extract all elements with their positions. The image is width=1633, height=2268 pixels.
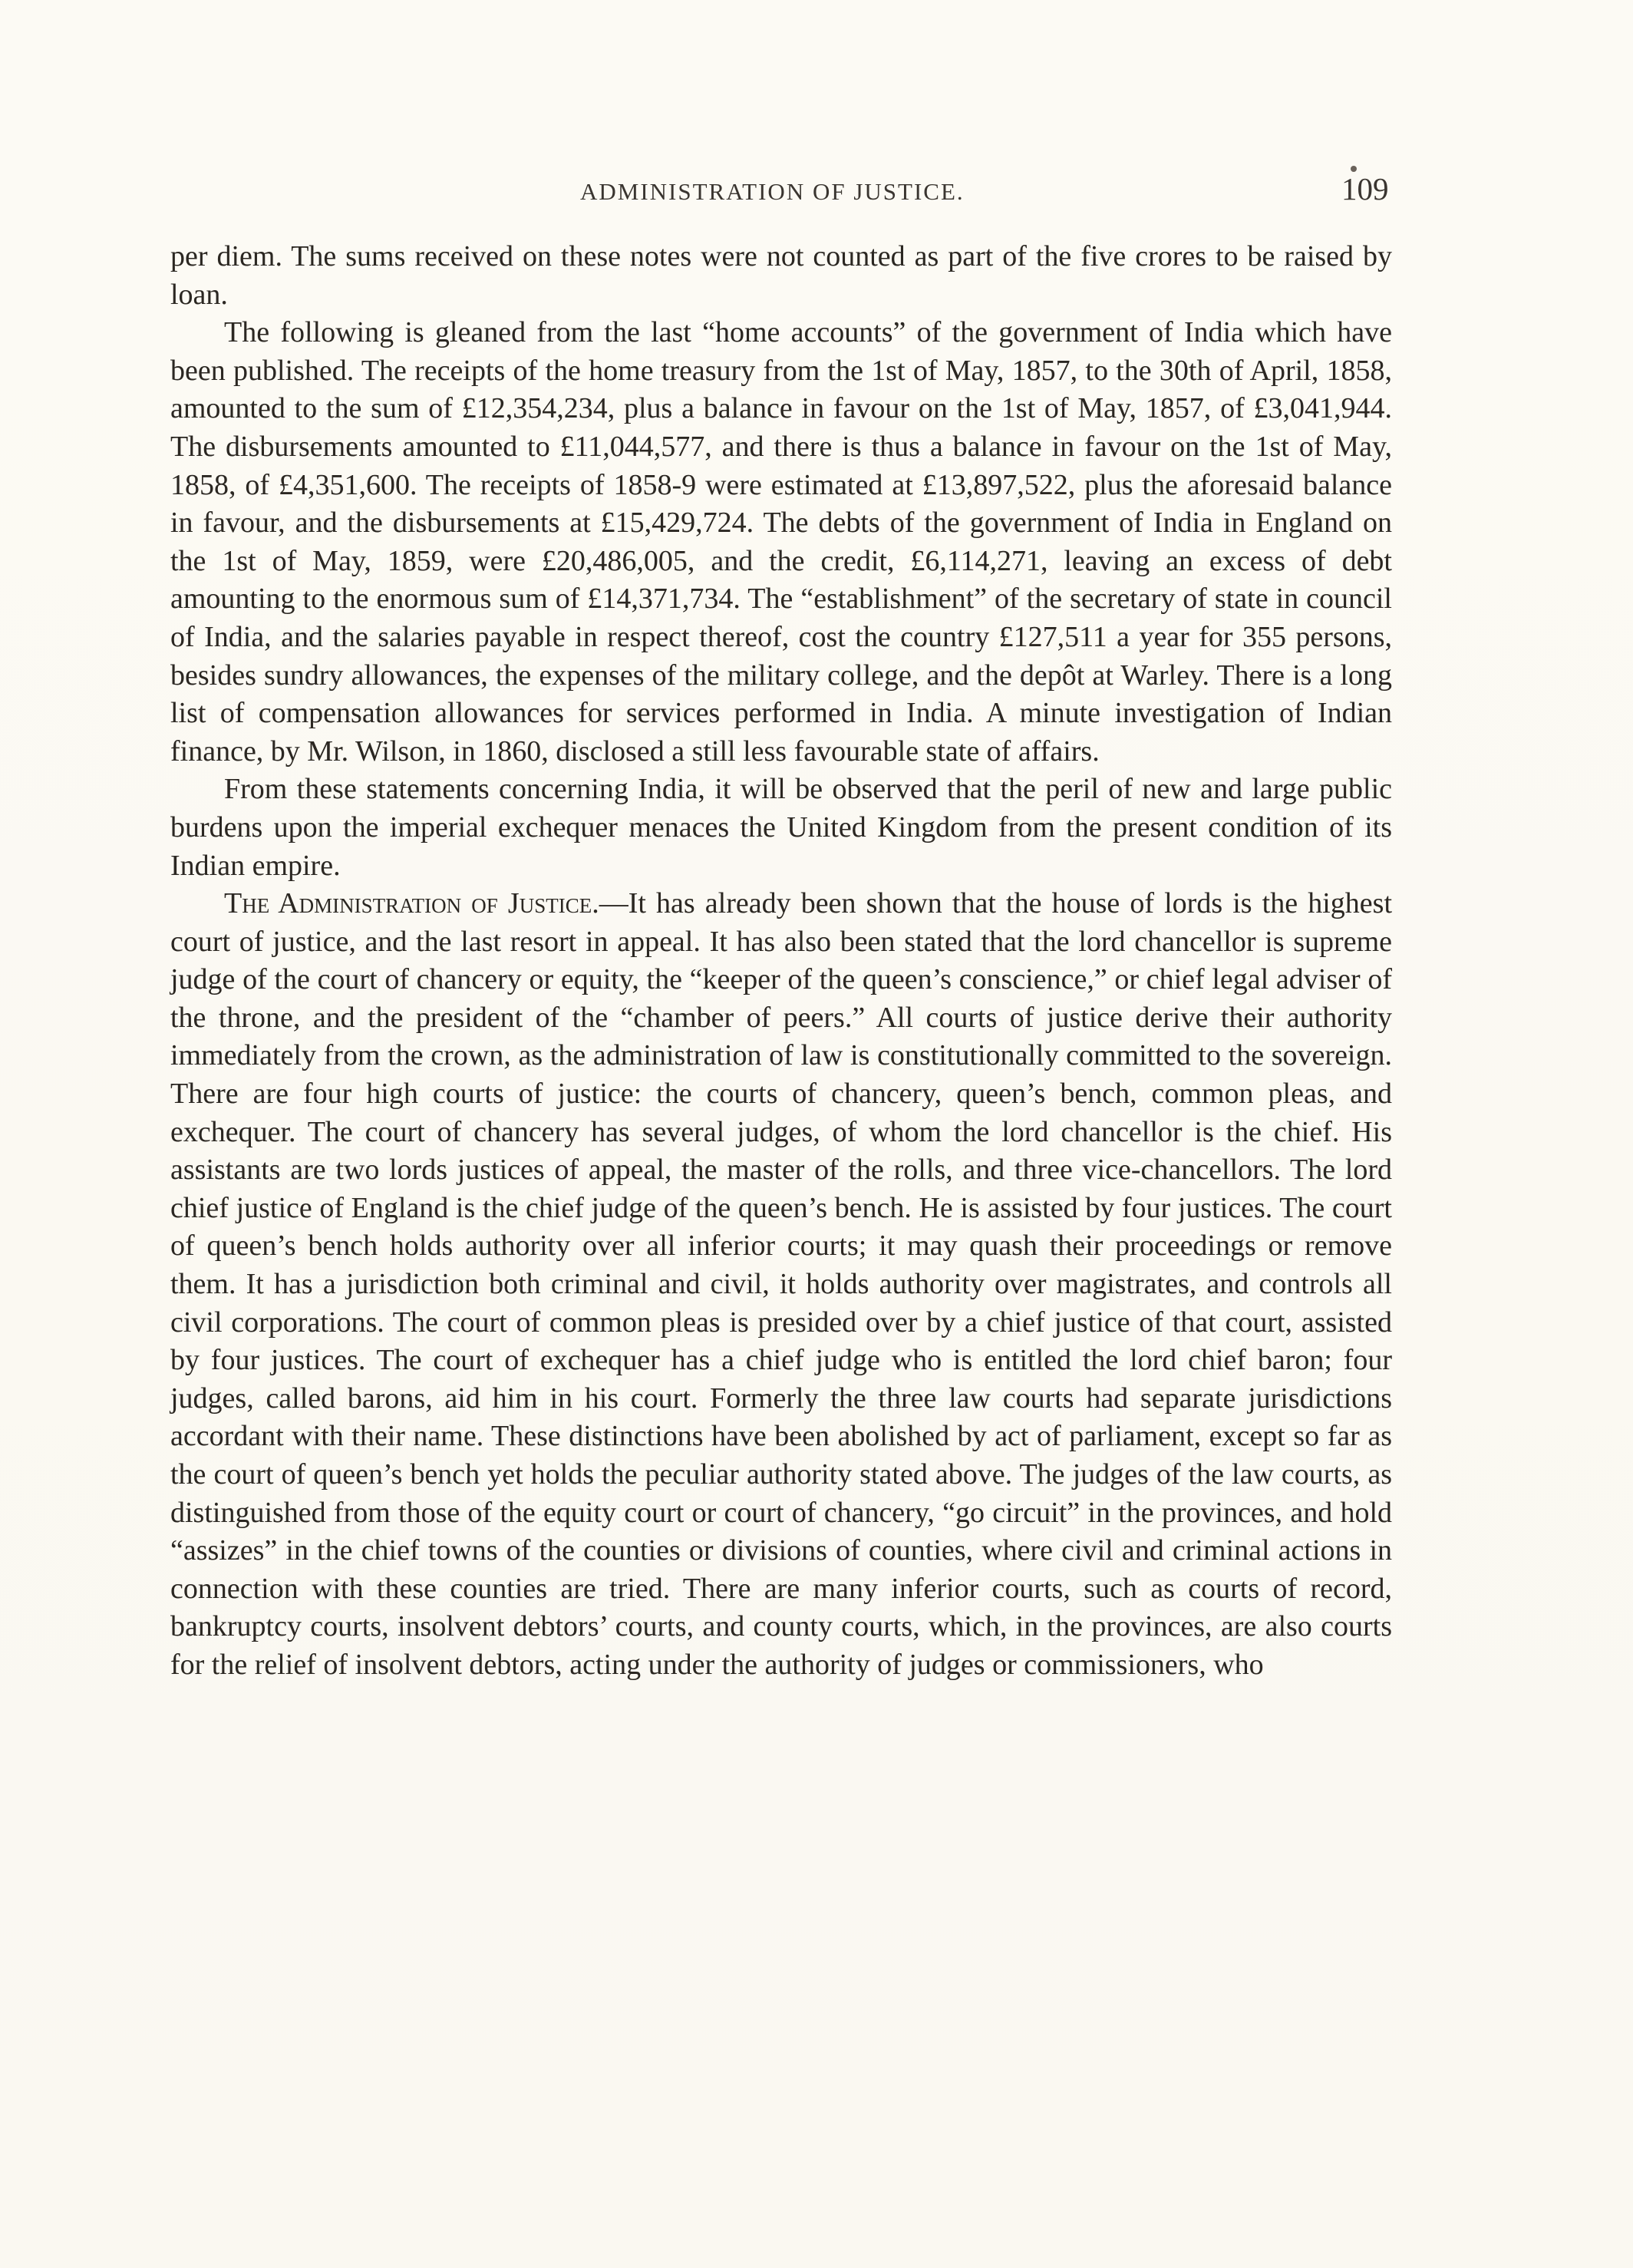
running-title: ADMINISTRATION OF JUSTICE.: [580, 178, 965, 205]
paragraph-4-text: —It has already been shown that the house of lords is the highest court of justice, and the last resort in appeal. It has also been stated that the lord chancellor is supreme judge of the court of chancery or equity, the “keeper of the queen’s conscience,” or chief legal adviser of the throne, and the president of the “chamber of peers.” All courts of justice derive their authority immediately from the crown, as the administration of law is constitutionally committed to the sovereign. There are four high courts of justice: the courts of chancery, queen’s bench, common pleas, and exchequer. The court of chancery has several judges, of whom the lord chancellor is the chief. His assistants are two lords justices of appeal, the master of the rolls, and three vice-chancellors. The lord chief justice of England is the chief judge of the queen’s bench. He is assisted by four justices. The court of queen’s bench holds authority over all inferior courts; it may quash their proceedings or remove them. It has a jurisdiction both criminal and civil, it holds authority over magistrates, and controls all civil corporations. The court of common pleas is presided over by a chief justice of that court, assisted by four justices. The court of exchequer has a chief judge who is entitled the lord chief baron; four judges, called barons, aid him in his court. Formerly the three law courts had separate jurisdictions accordant with their name. These distinctions have been abolished by act of parliament, except so far as the court of queen’s bench yet holds the peculiar authority stated above. The judges of the law courts, as distinguished from those of the equity court or court of chancery, “go circuit” in the provinces, and hold “assizes” in the chief towns of the counties or divisions of counties, where civil and criminal actions in connection with these counties are tried. There are many inferior courts, such as courts of record, bankruptcy courts, insolvent debtors’ courts, and county courts, which, in the provinces, are also courts for the relief of insolvent debtors, acting under the authority of judges or commissioners, who: [170, 887, 1392, 1681]
paragraph-2: The following is gleaned from the last “home accounts” of the government of India which have been published. The receipts of the home treasury from the 1st of May, 1857, to the 30th of April, 1858, amounted to the sum of £12,354,234, plus a balance in favour on the 1st of May, 1857, of £3,041,944. The disbursements amounted to £11,044,577, and there is thus a balance in favour on the 1st of May, 1858, of £4,351,600. The receipts of 1858-9 were estimated at £13,897,522, plus the aforesaid balance in favour, and the disbursements at £15,429,724. The debts of the government of India in England on the 1st of May, 1859, were £20,486,005, and the credit, £6,114,271, leaving an excess of debt amounting to the enormous sum of £14,371,734. The “establishment” of the secretary of state in council of India, and the salaries payable in respect thereof, cost the country £127,511 a year for 355 persons, besides sundry allowances, the expenses of the military college, and the depôt at Warley. There is a long list of compensation allowances for services performed in India. A minute investigation of Indian finance, by Mr. Wilson, in 1860, disclosed a still less favourable state of affairs.: [170, 316, 1392, 768]
paragraph-4: [170, 885, 1392, 1684]
paragraph-3: From these statements concerning India, it will be observed that the peril of new and large public burdens upon the imperial exchequer menaces the United Kingdom from the present condition of its Indian empire.: [170, 773, 1392, 882]
paragraph-1: per diem. The sums received on these notes were not counted as part of the five crores to be raised by loan.: [170, 240, 1392, 311]
section-heading: The Administration of Justice.: [224, 887, 599, 920]
body-text: [170, 238, 1392, 1685]
page-number: 109: [1341, 171, 1389, 206]
